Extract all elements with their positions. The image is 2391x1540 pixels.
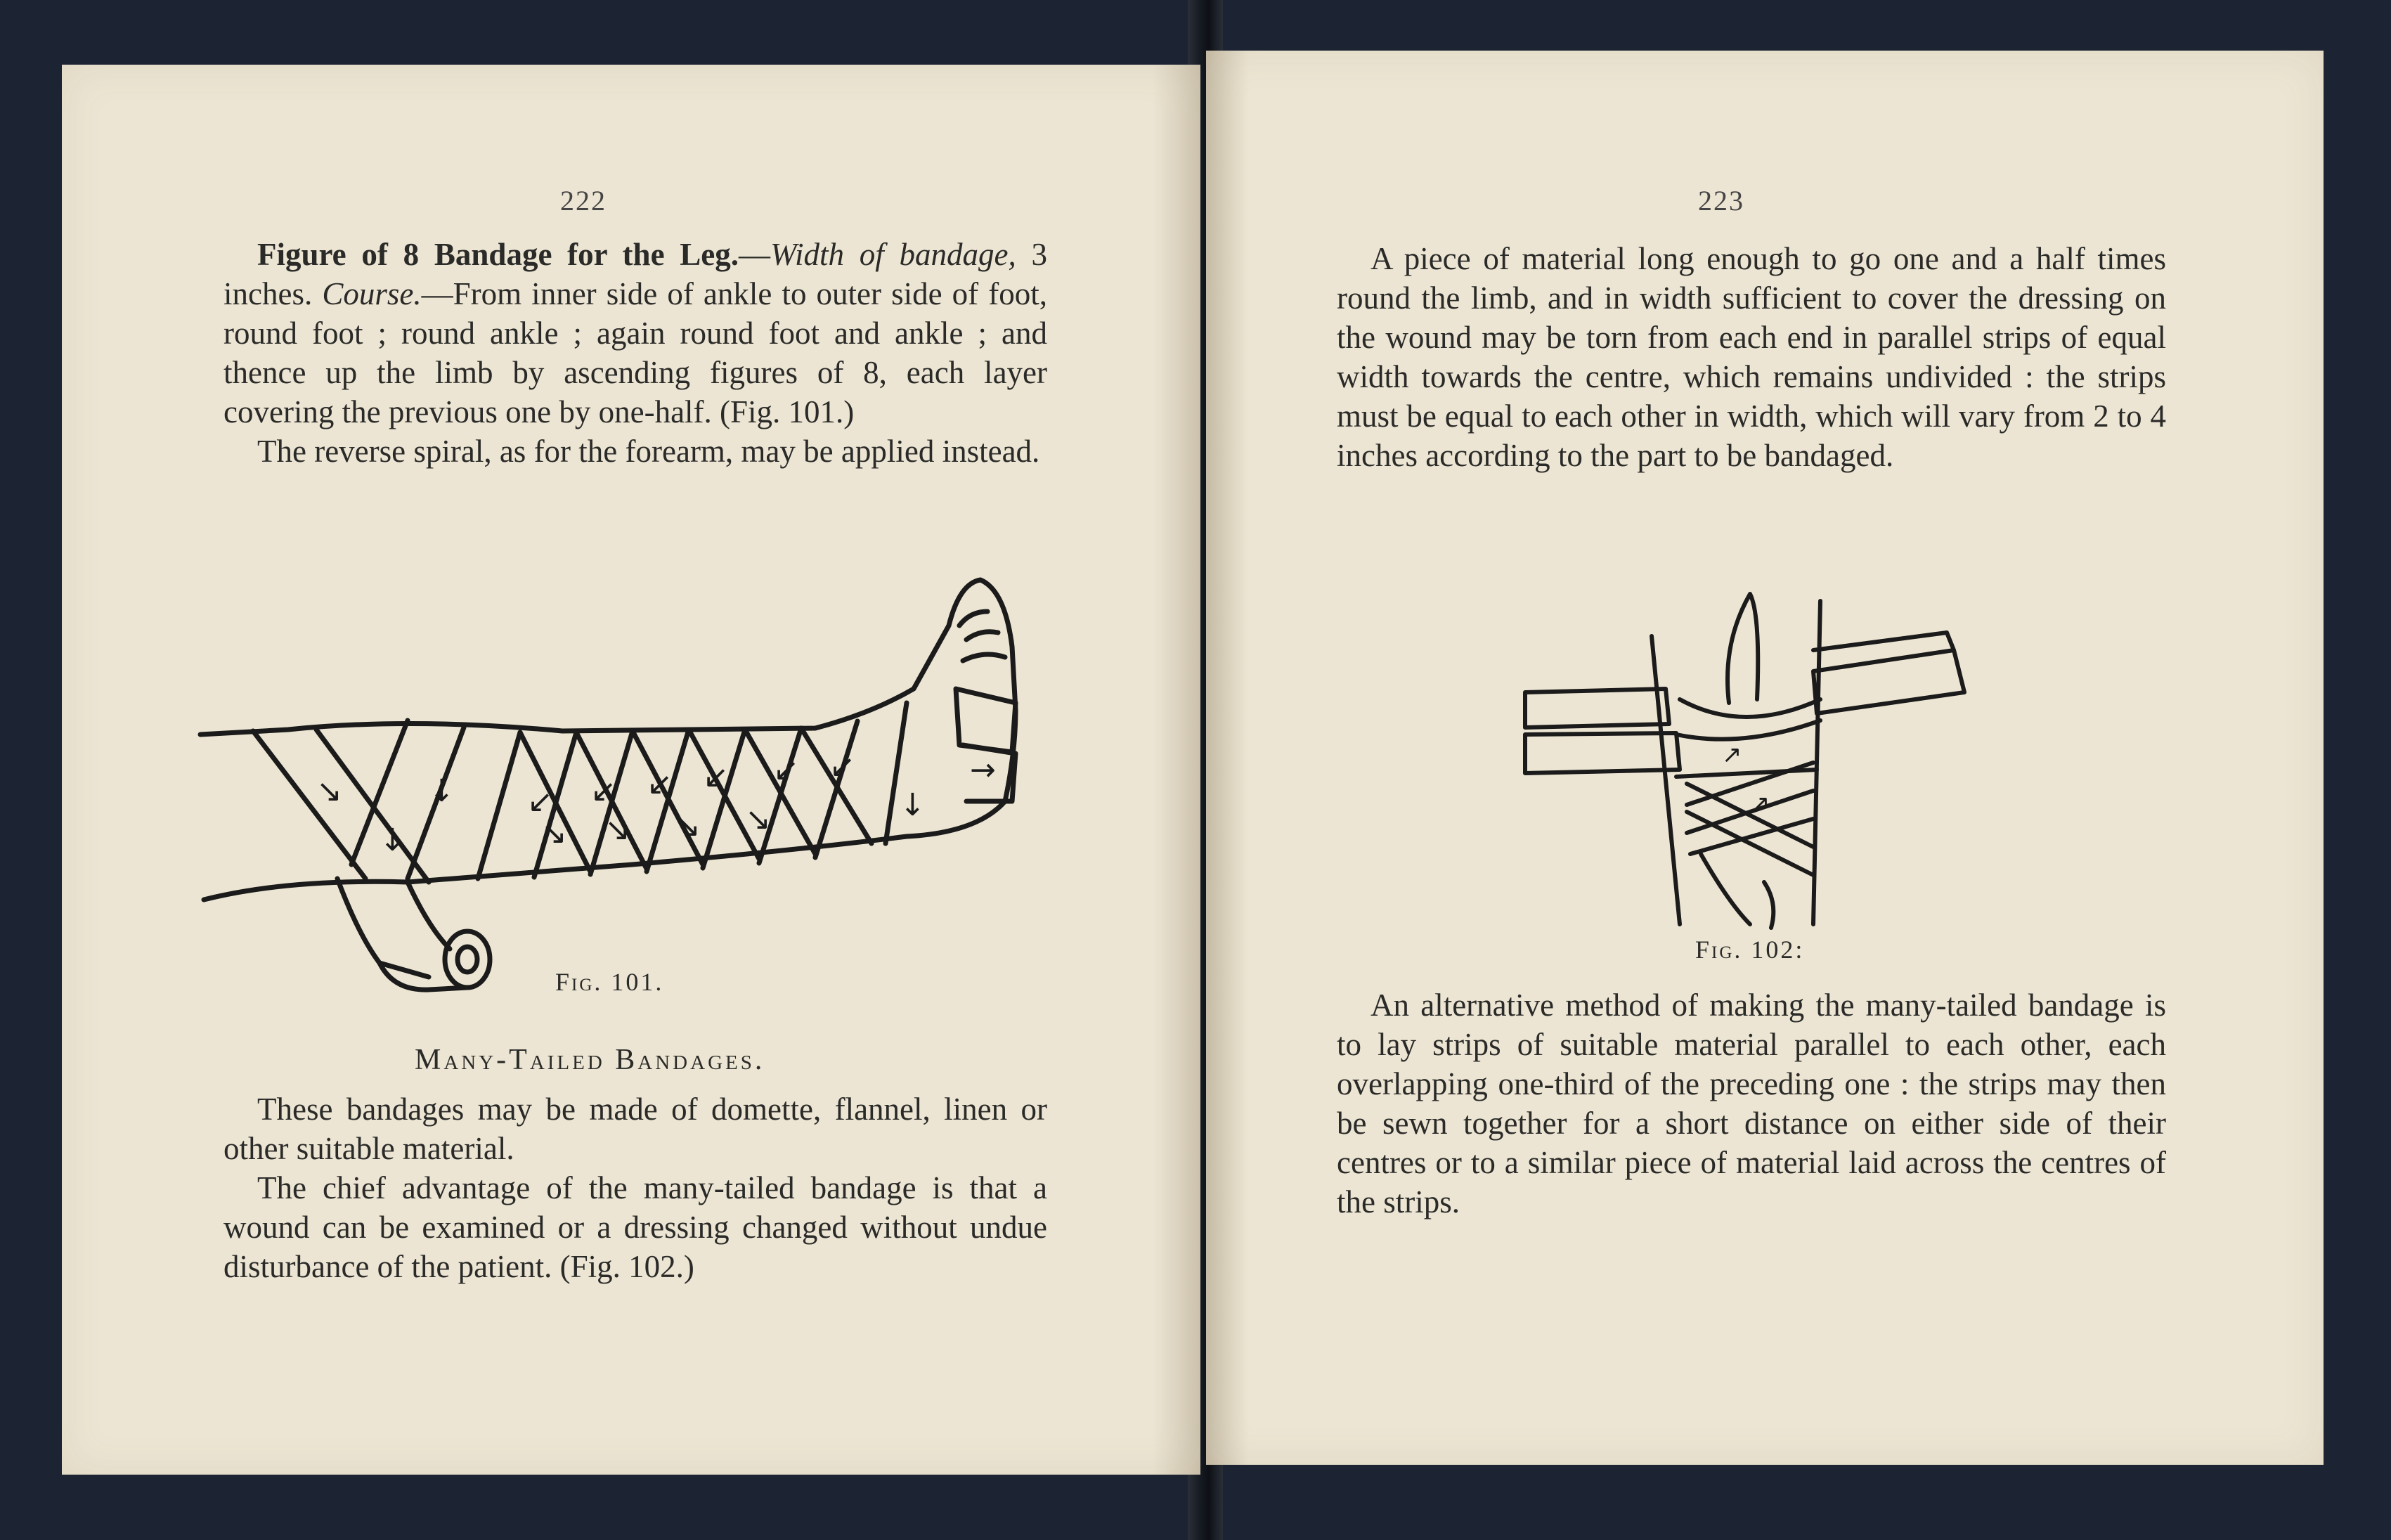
reverse-spiral-paragraph: The reverse spiral, as for the forearm, may be applied instead. (257, 434, 1040, 469)
figure-102-caption: Fig. 102: (1695, 936, 1805, 964)
left-text-block-2 (223, 1089, 1047, 1286)
width-value: 3 inches. (223, 237, 1048, 311)
many-tailed-bandages-heading: Many-Tailed Bandages. (415, 1044, 765, 1076)
svg-text:→: → (970, 752, 996, 788)
svg-text:↙: ↙ (590, 773, 616, 809)
svg-text:↓: ↓ (429, 773, 455, 809)
svg-text:↗: ↗ (1750, 790, 1770, 818)
width-label: Width of bandage, (770, 237, 1016, 272)
svg-text:↙: ↙ (773, 752, 799, 788)
course-text: —From inner side of ankle to outer side of foot, round foot ; round ankle ; again round foot and ankle ; and thence up the limb by ascending figures of 8, each layer covering the previous one by one-half. (Fig. 101.) (223, 276, 1047, 429)
page-number-right: 223 (1698, 185, 1744, 216)
alternative-method-paragraph: An alternative method of making the many-tailed bandage is to lay strips of suitable material parallel to each other, each overlapping one-third of the preceding one : the strips may then be sewn together for a short distance on either side of their centres or to a similar piece of material laid across the centres of the strips. (1337, 988, 2166, 1219)
materials-paragraph: These bandages may be made of domette, flannel, linen or other suitable material. (223, 1092, 1047, 1166)
svg-text:↗: ↗ (1722, 741, 1742, 769)
material-strips-paragraph: A piece of material long enough to go one and a half times round the limb, and in width sufficient to cover the dressing on the wound may be torn from each end in parallel strips of equal width towards the centre, which remains undivided : the strips must be equal to each other in width, which will vary from 2 to 4 inches according to the part to be bandaged. (1337, 241, 2166, 473)
figure-102-many-tailed-bandage-illustration (1518, 573, 1975, 938)
svg-text:↘: ↘ (316, 773, 342, 809)
svg-text:↓: ↓ (900, 787, 926, 823)
svg-text:↙: ↙ (829, 749, 855, 784)
page-number-left: 222 (560, 185, 607, 216)
bandage-leg-paragraph: Figure of 8 Bandage for the Leg.—Width of bandage, 3 inches. Course.—From inner side of ankle to outer side of foot, round foot ; round ankle ; again round foot and ankle ; and thence up the limb by ascending figures of 8, each layer covering the previous one by one-half. (Fig. 101.) (223, 237, 1048, 429)
right-page-gutter-shadow (1206, 51, 1248, 1465)
right-text-block-2 (1337, 985, 2166, 1222)
svg-text:↙: ↙ (527, 784, 553, 820)
svg-text:↙: ↙ (703, 759, 729, 795)
svg-text:↓: ↓ (380, 822, 406, 858)
svg-text:↘: ↘ (604, 812, 630, 848)
section-heading-figure-8: Figure of 8 Bandage for the Leg. (257, 237, 739, 272)
course-label: Course. (322, 276, 422, 311)
left-page-gutter-shadow (1153, 65, 1200, 1475)
svg-text:↘: ↘ (675, 808, 701, 844)
advantage-paragraph: The chief advantage of the many-tailed bandage is that a wound can be examined or a dressing changed without undue disturbance of the patient. (Fig. 102.) (223, 1170, 1047, 1284)
svg-text:↙: ↙ (647, 766, 673, 802)
svg-text:↘: ↘ (541, 815, 567, 851)
right-text-block-1 (1337, 239, 2166, 475)
left-text-block-1 (223, 235, 1047, 471)
svg-text:↘: ↘ (745, 801, 771, 837)
figure-101-leg-bandage-illustration (197, 569, 1075, 1019)
figure-101-caption: Fig. 101. (555, 968, 664, 996)
